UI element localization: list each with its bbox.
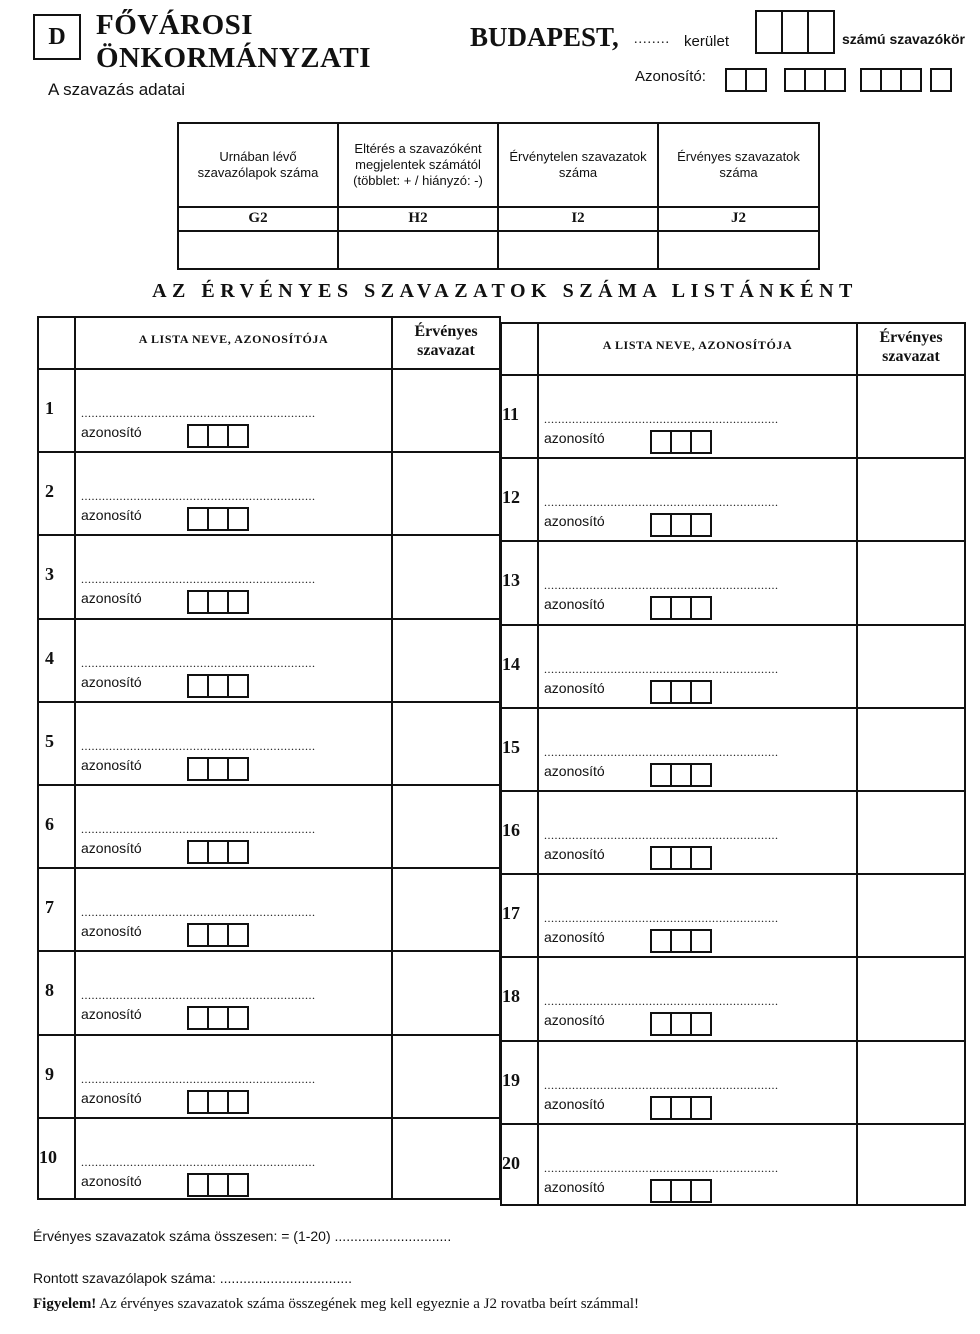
digit-box[interactable] (187, 674, 209, 698)
valid-votes-cell[interactable] (393, 1119, 499, 1202)
digit-box[interactable] (650, 430, 672, 454)
row-number: 17 (502, 903, 520, 924)
digit-box[interactable] (670, 846, 692, 870)
list-name-field[interactable]: ................................................................... (81, 822, 316, 836)
valid-votes-cell[interactable] (393, 620, 499, 701)
valid-votes-header (393, 322, 499, 360)
list-id-boxes[interactable] (187, 1173, 247, 1197)
id-boxes-group-2[interactable] (784, 68, 844, 92)
list-name-field[interactable]: ................................................................... (81, 655, 316, 670)
list-row (39, 1036, 499, 1119)
list-table-header (502, 324, 964, 376)
digit-box[interactable] (650, 513, 672, 537)
row-number: 7 (45, 897, 54, 918)
digit-box[interactable] (650, 763, 672, 787)
summary-col-h2[interactable] (339, 124, 499, 268)
digit-box[interactable] (227, 424, 249, 448)
list-id-boxes[interactable] (650, 680, 710, 704)
warning-line (33, 1296, 639, 1313)
list-name-field[interactable]: ................................................................... (544, 744, 779, 759)
list-id-boxes[interactable] (650, 1179, 710, 1203)
valid-votes-cell[interactable] (393, 869, 499, 950)
summary-header: Eltérés a szavazóként megjelentek számától (többlet: + / hiányzó: -) (353, 141, 483, 188)
id-label: azonosító (81, 673, 142, 690)
list-id-boxes[interactable] (187, 840, 247, 864)
valid-votes-cell[interactable] (858, 875, 964, 956)
list-row (39, 620, 499, 703)
digit-box[interactable] (670, 1096, 692, 1120)
digit-box[interactable] (650, 596, 672, 620)
list-row (502, 709, 964, 792)
list-name-field[interactable]: ................................................................... (81, 489, 316, 504)
digit-box[interactable] (670, 430, 692, 454)
digit-box[interactable] (690, 680, 712, 704)
digit-box[interactable] (187, 757, 209, 781)
list-row (502, 626, 964, 709)
digit-box[interactable] (207, 1173, 229, 1197)
list-id-boxes[interactable] (187, 757, 247, 781)
valid-header-line-2: szavazat (417, 342, 475, 359)
summary-col-j2[interactable] (659, 124, 818, 268)
valid-votes-header (858, 328, 964, 366)
digit-box[interactable] (650, 1096, 672, 1120)
id-label: azonosító (544, 929, 605, 946)
row-number: 18 (502, 986, 520, 1007)
list-id-boxes[interactable] (187, 507, 247, 531)
id-label: azonosító (81, 1006, 142, 1023)
digit-box[interactable] (187, 1006, 209, 1030)
district-dots[interactable]: ........ (634, 32, 670, 47)
id-label: azonosító (544, 1095, 605, 1112)
digit-box[interactable] (227, 757, 249, 781)
list-name-field[interactable]: ................................................................... (544, 911, 779, 926)
digit-box[interactable] (860, 68, 882, 92)
subtitle: A szavazás adatai (48, 80, 186, 99)
district-number-boxes[interactable] (755, 10, 833, 54)
list-name-field[interactable]: ................................................................... (81, 988, 316, 1003)
warning-text: Az érvényes szavazatok száma összegének meg kell egyeznie a J2 rovatba beírt számmal! (99, 1296, 640, 1312)
id-label: azonosító (81, 507, 142, 524)
list-id-boxes[interactable] (187, 590, 247, 614)
digit-box[interactable] (227, 923, 249, 947)
digit-box[interactable] (880, 68, 902, 92)
id-label: azonosító (81, 424, 142, 440)
digit-box[interactable] (670, 929, 692, 953)
id-label: Azonosító: (635, 68, 706, 85)
list-name-field[interactable]: ................................................................... (81, 406, 316, 420)
id-label: azonosító (81, 1172, 142, 1189)
id-boxes-group-4[interactable] (930, 68, 950, 92)
list-row (502, 792, 964, 875)
list-row (39, 453, 499, 536)
list-row (502, 376, 964, 459)
row-number: 6 (45, 814, 54, 834)
row-number: 5 (45, 730, 54, 751)
digit-box[interactable] (725, 68, 747, 92)
row-number: 10 (39, 1146, 57, 1167)
row-number: 8 (45, 980, 54, 1001)
digit-box[interactable] (650, 1012, 672, 1036)
valid-votes-cell[interactable] (858, 709, 964, 790)
digit-box[interactable] (690, 1012, 712, 1036)
list-row (502, 958, 964, 1041)
row-number: 15 (502, 736, 520, 757)
summary-header: Érvénytelen szavazatok száma (509, 149, 647, 180)
digit-box[interactable] (755, 10, 783, 54)
valid-votes-cell[interactable] (393, 786, 499, 867)
id-label: azonosító (81, 923, 142, 940)
id-boxes-group-1[interactable] (725, 68, 765, 92)
summary-code: J2 (659, 206, 818, 232)
id-label: azonosító (544, 513, 605, 530)
list-row (39, 786, 499, 869)
list-row (39, 1119, 499, 1202)
list-row (39, 536, 499, 619)
digit-box[interactable] (690, 763, 712, 787)
digit-box[interactable] (670, 596, 692, 620)
digit-box[interactable] (207, 507, 229, 531)
summary-table (177, 122, 820, 270)
valid-header-line-1: Érvényes (414, 323, 478, 340)
row-number: 19 (502, 1069, 520, 1090)
list-id-boxes[interactable] (650, 596, 710, 620)
row-number: 9 (45, 1063, 54, 1084)
digit-box[interactable] (187, 1173, 209, 1197)
list-row (502, 459, 964, 542)
valid-votes-cell[interactable] (393, 952, 499, 1033)
digit-box[interactable] (690, 596, 712, 620)
digit-box[interactable] (690, 929, 712, 953)
list-id-boxes[interactable] (187, 923, 247, 947)
summary-col-g2[interactable] (179, 124, 339, 268)
list-name-field[interactable]: ................................................................... (81, 905, 316, 920)
list-id-boxes[interactable] (187, 674, 247, 698)
list-id-boxes[interactable] (650, 929, 710, 953)
list-name-field[interactable]: ................................................................... (81, 572, 316, 587)
list-row (39, 370, 499, 453)
id-boxes-group-3[interactable] (860, 68, 920, 92)
list-name-field[interactable]: ................................................................... (544, 828, 779, 842)
digit-box[interactable] (670, 1012, 692, 1036)
row-number: 1 (45, 398, 54, 418)
list-name-field[interactable]: ................................................................... (544, 578, 779, 593)
list-id-boxes[interactable] (650, 1096, 710, 1120)
list-name-field[interactable]: ................................................................... (81, 1154, 316, 1169)
list-id-boxes[interactable] (187, 424, 247, 448)
digit-box[interactable] (650, 680, 672, 704)
digit-box[interactable] (207, 424, 229, 448)
valid-votes-cell[interactable] (393, 1036, 499, 1117)
valid-votes-cell[interactable] (858, 542, 964, 623)
id-label: azonosító (81, 840, 142, 856)
digit-box[interactable] (227, 1006, 249, 1030)
row-number: 4 (45, 647, 54, 668)
digit-box[interactable] (187, 1090, 209, 1114)
digit-box[interactable] (207, 674, 229, 698)
digit-box[interactable] (900, 68, 922, 92)
main-title: AZ ÉRVÉNYES SZAVAZATOK SZÁMA LISTÁNKÉNT (152, 280, 858, 302)
list-name-field[interactable]: ................................................................... (544, 412, 779, 426)
title-line-2: ÖNKORMÁNYZATI (96, 42, 372, 74)
summary-header: Érvényes szavazatok száma (677, 149, 800, 180)
row-number: 11 (502, 404, 520, 424)
digit-box[interactable] (187, 923, 209, 947)
id-label: azonosító (544, 762, 605, 779)
digit-box[interactable] (690, 846, 712, 870)
summary-header: Urnában lévő szavazólapok száma (197, 149, 319, 180)
digit-box[interactable] (807, 10, 835, 54)
valid-votes-cell[interactable] (858, 376, 964, 457)
list-row (502, 875, 964, 958)
id-label: azonosító (81, 756, 142, 773)
list-name-field[interactable]: ................................................................... (544, 495, 779, 510)
digit-box[interactable] (207, 1090, 229, 1114)
list-name-field[interactable]: ................................................................... (544, 994, 779, 1009)
digit-box[interactable] (745, 68, 767, 92)
digit-box[interactable] (670, 763, 692, 787)
row-number: 20 (502, 1152, 520, 1173)
row-number: 16 (502, 820, 520, 840)
list-row (39, 952, 499, 1035)
digit-box[interactable] (650, 1179, 672, 1203)
valid-votes-cell[interactable] (858, 792, 964, 873)
warning-bold: Figyelem! (33, 1296, 97, 1312)
digit-box[interactable] (187, 590, 209, 614)
summary-col-i2[interactable] (499, 124, 659, 268)
list-id-boxes[interactable] (650, 513, 710, 537)
row-number: 3 (45, 564, 54, 585)
id-label: azonosító (544, 596, 605, 613)
digit-box[interactable] (784, 68, 806, 92)
valid-votes-cell[interactable] (858, 626, 964, 707)
valid-votes-cell[interactable] (393, 453, 499, 534)
form-letter-badge: D (33, 14, 81, 60)
list-id-boxes[interactable] (650, 430, 710, 454)
list-name-field[interactable]: ................................................................... (544, 661, 779, 676)
id-label: azonosító (544, 430, 605, 446)
row-number: 12 (502, 487, 520, 508)
list-row (39, 703, 499, 786)
list-name-header: A LISTA NEVE, AZONOSÍTÓJA (138, 332, 329, 346)
row-number: 14 (502, 653, 520, 674)
id-label: azonosító (544, 846, 605, 862)
id-label: azonosító (544, 1012, 605, 1029)
digit-box[interactable] (227, 1173, 249, 1197)
valid-votes-cell[interactable] (393, 370, 499, 451)
valid-votes-cell[interactable] (858, 1042, 964, 1123)
summary-code: I2 (499, 206, 657, 232)
digit-box[interactable] (670, 1179, 692, 1203)
digit-box[interactable] (930, 68, 952, 92)
digit-box[interactable] (207, 1006, 229, 1030)
list-id-boxes[interactable] (187, 1090, 247, 1114)
list-id-boxes[interactable] (650, 1012, 710, 1036)
list-id-boxes[interactable] (187, 1006, 247, 1030)
list-name-field[interactable]: ................................................................... (544, 1160, 779, 1175)
digit-box[interactable] (207, 590, 229, 614)
valid-header-line-1: Érvényes (879, 329, 943, 346)
valid-votes-cell[interactable] (858, 958, 964, 1039)
list-id-boxes[interactable] (650, 763, 710, 787)
total-valid-line[interactable]: Érvényes szavazatok száma összesen: = (1-20) .............................. (33, 1228, 452, 1244)
list-table-right (500, 322, 966, 1206)
id-label: azonosító (544, 1178, 605, 1195)
list-name-field[interactable]: ................................................................... (544, 1077, 779, 1092)
digit-box[interactable] (187, 424, 209, 448)
digit-box[interactable] (670, 513, 692, 537)
id-label: azonosító (81, 1089, 142, 1106)
district-label: kerület (684, 33, 730, 50)
digit-box[interactable] (227, 840, 249, 864)
city-label: BUDAPEST, (470, 22, 619, 52)
valid-votes-cell[interactable] (393, 536, 499, 617)
digit-box[interactable] (781, 10, 809, 54)
list-row (39, 869, 499, 952)
list-row (502, 1042, 964, 1125)
valid-votes-cell[interactable] (858, 1125, 964, 1208)
list-name-header: A LISTA NEVE, AZONOSÍTÓJA (602, 338, 793, 352)
summary-code: H2 (339, 206, 497, 232)
digit-box[interactable] (690, 430, 712, 454)
digit-box[interactable] (804, 68, 826, 92)
digit-box[interactable] (207, 757, 229, 781)
digit-box[interactable] (227, 674, 249, 698)
list-name-field[interactable]: ................................................................... (81, 738, 316, 753)
list-table-left (37, 316, 501, 1200)
id-label: azonosító (544, 679, 605, 696)
id-label: azonosító (81, 590, 142, 607)
digit-box[interactable] (227, 590, 249, 614)
digit-box[interactable] (650, 929, 672, 953)
digit-box[interactable] (670, 680, 692, 704)
title-line-1: FŐVÁROSI (96, 9, 254, 41)
digit-box[interactable] (227, 1090, 249, 1114)
list-id-boxes[interactable] (650, 846, 710, 870)
digit-box[interactable] (690, 513, 712, 537)
digit-box[interactable] (207, 923, 229, 947)
row-number: 2 (45, 481, 54, 502)
row-number: 13 (502, 570, 520, 591)
digit-box[interactable] (690, 1096, 712, 1120)
spoiled-ballots-line[interactable]: Rontott szavazólapok száma: .................................. (33, 1270, 353, 1286)
digit-box[interactable] (824, 68, 846, 92)
digit-box[interactable] (187, 840, 209, 864)
valid-votes-cell[interactable] (393, 703, 499, 784)
valid-header-line-2: szavazat (882, 348, 940, 365)
digit-box[interactable] (187, 507, 209, 531)
list-row (502, 1125, 964, 1208)
valid-votes-cell[interactable] (858, 459, 964, 540)
digit-box[interactable] (690, 1179, 712, 1203)
summary-code: G2 (179, 206, 337, 232)
digit-box[interactable] (650, 846, 672, 870)
digit-box[interactable] (227, 507, 249, 531)
list-row (502, 542, 964, 625)
district-suffix: számú szavazókör (842, 31, 965, 47)
list-table-header (39, 318, 499, 370)
list-name-field[interactable]: ................................................................... (81, 1071, 316, 1086)
digit-box[interactable] (207, 840, 229, 864)
